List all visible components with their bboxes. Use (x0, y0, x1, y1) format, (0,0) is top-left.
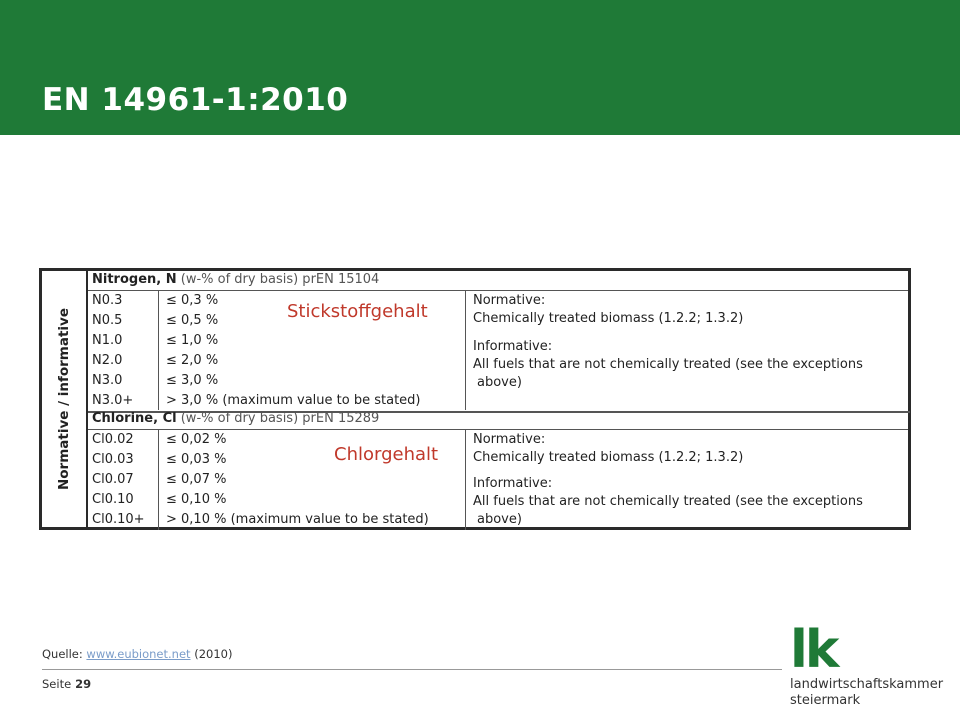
section-name: Chlorine, Cl (92, 411, 177, 426)
class-cell: N1.0 (92, 333, 123, 348)
value-cell: ≤ 0,10 % (166, 492, 227, 507)
chlorine-annotation: Chlorgehalt (334, 444, 439, 465)
normative-text: Chemically treated biomass (1.2.2; 1.3.2) (473, 450, 744, 465)
value-cell: ≤ 0,02 % (166, 432, 227, 447)
informative-text: All fuels that are not chemically treated (see the exceptions (473, 494, 863, 509)
normative-text: Chemically treated biomass (1.2.2; 1.3.2) (473, 311, 744, 326)
logo-mark: lk (790, 620, 837, 680)
value-cell: ≤ 3,0 % (166, 373, 219, 388)
value-cell: > 3,0 % (maximum value to be stated) (166, 393, 421, 408)
logo-text-line2: steiermark (790, 693, 861, 708)
page-label: Seite (42, 677, 72, 691)
side-label: Normative / informative (56, 307, 72, 491)
class-cell: N0.5 (92, 313, 123, 328)
column-divider (158, 291, 159, 410)
section-body (88, 430, 908, 530)
class-cell: Cl0.02 (92, 432, 134, 447)
value-cell: ≤ 1,0 % (166, 333, 219, 348)
informative-text: All fuels that are not chemically treated (see the exceptions (473, 357, 863, 372)
section-unit: (w-% of dry basis) prEN 15289 (180, 411, 380, 426)
source-label: Quelle: (42, 647, 83, 661)
informative-label: Informative: (473, 476, 553, 491)
section-header (88, 410, 908, 430)
class-cell: N2.0 (92, 353, 123, 368)
footer-divider (42, 669, 782, 670)
lk-logo (790, 620, 944, 715)
class-cell: Cl0.07 (92, 472, 134, 487)
value-cell: ≤ 0,3 % (166, 293, 219, 308)
classification-table (39, 268, 911, 530)
class-cell: Cl0.10 (92, 492, 134, 507)
informative-label: Informative: (473, 339, 553, 354)
source-year: (2010) (194, 647, 233, 661)
class-cell: Cl0.10+ (92, 512, 145, 527)
informative-text: above) (477, 375, 522, 390)
section-body (88, 291, 908, 410)
slide-title: EN 14961-1:2010 (42, 82, 349, 118)
section-header (88, 271, 908, 291)
value-cell: ≤ 0,07 % (166, 472, 227, 487)
nitrogen-annotation: Stickstoffgehalt (287, 301, 428, 322)
column-divider (158, 430, 159, 530)
column-divider (465, 291, 466, 410)
page-indicator (42, 677, 91, 691)
section-name: Nitrogen, N (92, 272, 177, 287)
class-cell: N3.0 (92, 373, 123, 388)
value-cell: ≤ 2,0 % (166, 353, 219, 368)
value-cell: ≤ 0,5 % (166, 313, 219, 328)
side-label-column (42, 271, 88, 527)
normative-label: Normative: (473, 293, 546, 308)
class-cell: N0.3 (92, 293, 123, 308)
class-cell: N3.0+ (92, 393, 134, 408)
value-cell: > 0,10 % (maximum value to be stated) (166, 512, 429, 527)
title-bar (0, 0, 960, 135)
source-link[interactable]: www.eubionet.net (86, 647, 191, 661)
informative-text: above) (477, 512, 522, 527)
section-unit: (w-% of dry basis) prEN 15104 (180, 272, 380, 287)
class-cell: Cl0.03 (92, 452, 134, 467)
value-cell: ≤ 0,03 % (166, 452, 227, 467)
normative-label: Normative: (473, 432, 546, 447)
page-number: 29 (75, 677, 92, 691)
source-note (42, 647, 232, 661)
logo-text-line1: landwirtschaftskammer (790, 677, 944, 692)
column-divider (465, 430, 466, 530)
